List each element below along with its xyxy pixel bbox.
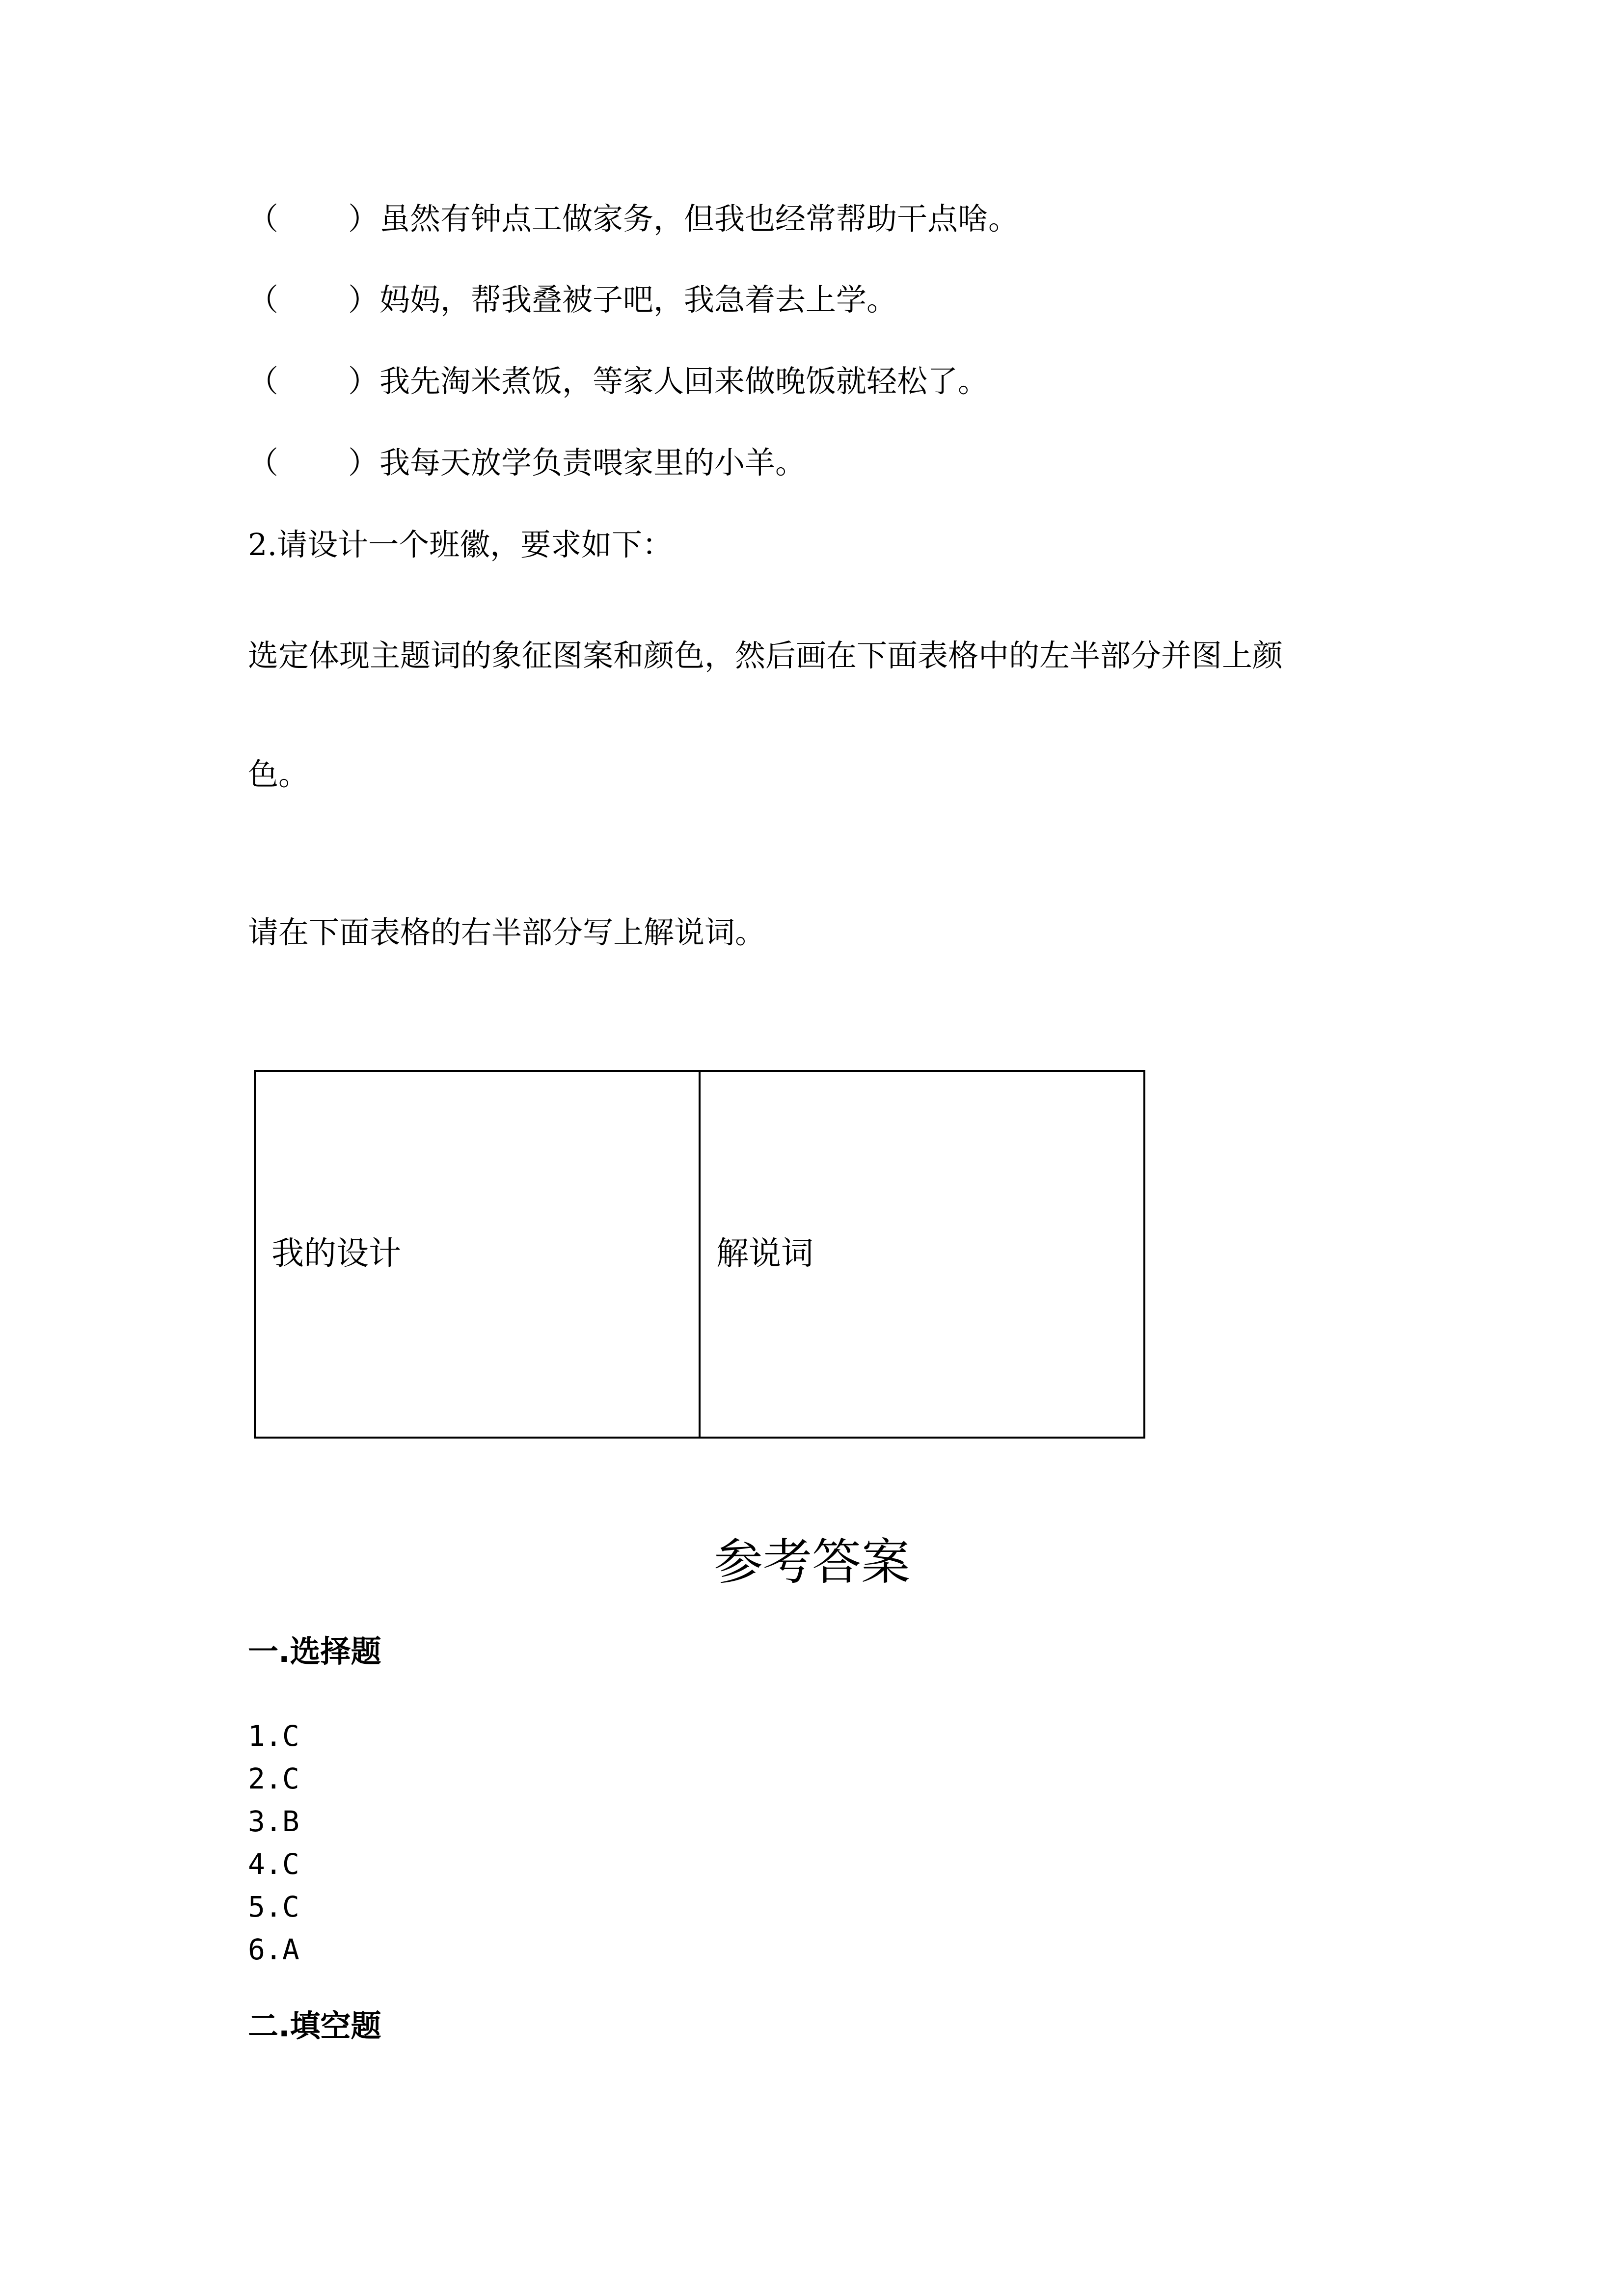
explanation-cell[interactable]	[699, 1072, 1143, 1437]
design-label: 我的设计	[271, 1234, 401, 1272]
close-paren: ）	[348, 363, 379, 399]
answer-item: 2.C	[248, 1762, 299, 1795]
open-paren: （	[248, 445, 279, 481]
answer-item: 5.C	[248, 1890, 299, 1923]
section-heading-fill-blank: 二.填空题	[248, 2008, 381, 2044]
question-2-title: 2.请设计一个班徽，要求如下：	[248, 527, 673, 562]
close-paren: ）	[348, 201, 379, 237]
judgement-text: 我每天放学负责喂家里的小羊。	[379, 445, 806, 481]
choice-answer-list	[248, 1715, 299, 1971]
judgement-item	[248, 280, 897, 320]
answer-item: 4.C	[248, 1847, 299, 1881]
open-paren: （	[248, 201, 279, 237]
close-paren: ）	[348, 445, 379, 481]
answer-item: 6.A	[248, 1933, 299, 1966]
question-2-instruction-cont: 色。	[248, 756, 309, 792]
judgement-text: 妈妈，帮我叠被子吧，我急着去上学。	[379, 282, 897, 318]
design-table	[254, 1070, 1145, 1439]
open-paren: （	[248, 363, 279, 399]
answer-item: 3.B	[248, 1805, 299, 1838]
question-2-instruction-right: 请在下面表格的右半部分写上解说词。	[248, 914, 766, 950]
answer-key-title: 参考答案	[714, 1533, 910, 1591]
answer-item: 1.C	[248, 1719, 299, 1753]
judgement-item	[248, 362, 988, 401]
section-heading-choice: 一.选择题	[248, 1633, 381, 1669]
judgement-item	[248, 443, 806, 482]
design-cell[interactable]	[256, 1072, 699, 1437]
judgement-text: 虽然有钟点工做家务，但我也经常帮助干点啥。	[379, 201, 1019, 237]
judgement-item	[248, 199, 1019, 239]
question-2-instruction: 选定体现主题词的象征图案和颜色，然后画在下面表格中的左半部分并图上颜	[248, 638, 1283, 673]
explanation-label: 解说词	[716, 1234, 813, 1272]
judgement-text: 我先淘米煮饭，等家人回来做晚饭就轻松了。	[379, 363, 989, 399]
close-paren: ）	[348, 282, 379, 318]
open-paren: （	[248, 282, 279, 318]
